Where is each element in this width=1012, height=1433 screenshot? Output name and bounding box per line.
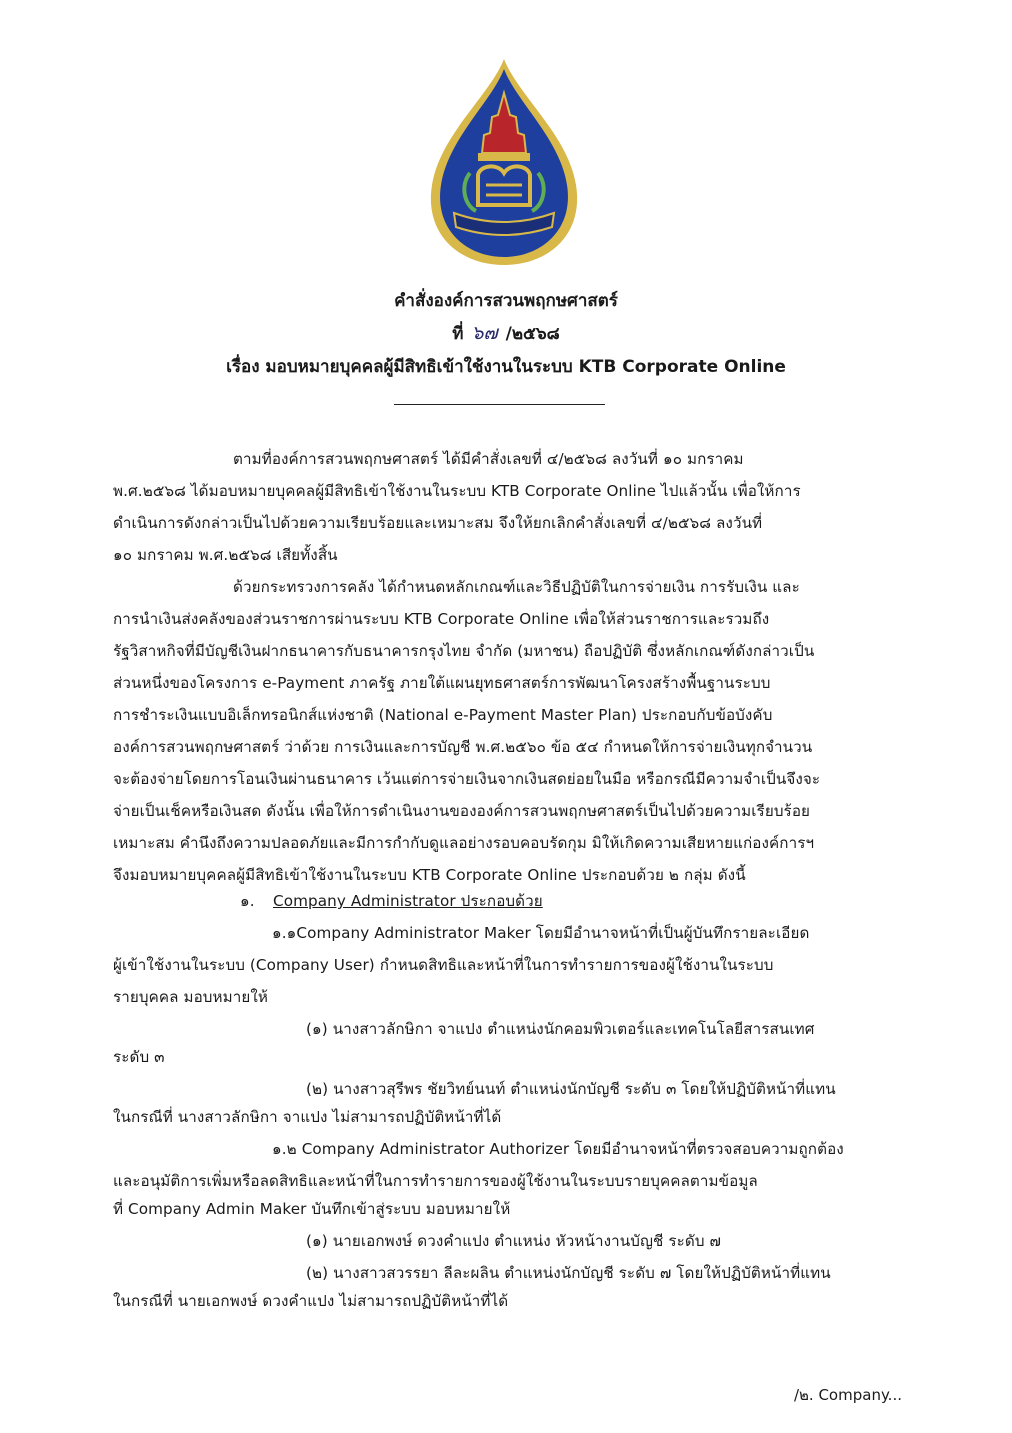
- order-title: คำสั่งองค์การสวนพฤกษศาสตร์: [394, 291, 618, 311]
- body-line: ส่วนหนึ่งของโครงการ e-Payment ภาครัฐ ภายใต้แผนยุทธศาสตร์การพัฒนาโครงสร้างพื้นฐานระบบ: [113, 674, 771, 692]
- body-line: พ.ศ.๒๕๖๘ ได้มอบหมายบุคคลผู้มีสิทธิเข้าใช้งานในระบบ KTB Corporate Online ไปแล้วนั้น เพื่อให้การ: [113, 482, 801, 500]
- body-line: ในกรณีที่ นายเอกพงษ์ ดวงคำแปง ไม่สามารถปฏิบัติหน้าที่ได้: [113, 1292, 509, 1310]
- organization-emblem-icon: [420, 55, 588, 270]
- body-line: ๑.๑Company Administrator Maker โดยมีอำนาจหน้าที่เป็นผู้บันทึกรายละเอียด: [272, 924, 810, 942]
- number-prefix: ที่: [452, 324, 464, 344]
- body-line: การนำเงินส่งคลังของส่วนราชการผ่านระบบ KTB Corporate Online เพื่อให้ส่วนราชการและรวมถึง: [113, 610, 770, 628]
- body-line: (๒) นางสาวสวรรยา ลีละผลิน ตำแหน่งนักบัญชี ระดับ ๗ โดยให้ปฏิบัติหน้าที่แทน: [306, 1264, 831, 1282]
- section-number: ๑.: [240, 892, 255, 910]
- body-line: การชำระเงินแบบอิเล็กทรอนิกส์แห่งชาติ (National e-Payment Master Plan) ประกอบกับข้อบังคับ: [113, 706, 773, 724]
- body-line: และอนุมัติการเพิ่มหรือลดสิทธิและหน้าที่ในการทำรายการของผู้ใช้งานในระบบรายบุคคลตามข้อมูล: [113, 1172, 758, 1190]
- order-number: [0, 318, 1012, 348]
- body-line: รัฐวิสาหกิจที่มีบัญชีเงินฝากธนาคารกับธนาคารกรุงไทย จำกัด (มหาชน) ถือปฏิบัติ ซึ่งหลักเกณฑ์ดังกล่าวเป็น: [113, 642, 815, 660]
- body-line: ในกรณีที่ นางสาวลักษิกา จาแปง ไม่สามารถปฏิบัติหน้าที่ได้: [113, 1108, 502, 1126]
- body-line: (๑) นางสาวลักษิกา จาแปง ตำแหน่งนักคอมพิวเตอร์และเทคโนโลยีสารสนเทศ: [306, 1020, 815, 1038]
- body-line: (๒) นางสาวสุรีพร ชัยวิทย์นนท์ ตำแหน่งนักบัญชี ระดับ ๓ โดยให้ปฏิบัติหน้าที่แทน: [306, 1080, 836, 1098]
- body-line: ระดับ ๓: [113, 1048, 165, 1066]
- body-line: รายบุคคล มอบหมายให้: [113, 988, 269, 1006]
- handwritten-number: ๖๗: [471, 322, 498, 344]
- header-divider: [394, 404, 605, 405]
- body-line: ตามที่องค์การสวนพฤกษศาสตร์ ได้มีคำสั่งเลขที่ ๔/๒๕๖๘ ลงวันที่ ๑๐ มกราคม: [233, 450, 744, 468]
- body-line: องค์การสวนพฤกษศาสตร์ ว่าด้วย การเงินและการบัญชี พ.ศ.๒๕๖๐ ข้อ ๕๔ กำหนดให้การจ่ายเงินทุกจำนวน: [113, 738, 813, 756]
- body-line: ๑.๒ Company Administrator Authorizer โดยมีอำนาจหน้าที่ตรวจสอบความถูกต้อง: [272, 1140, 844, 1158]
- section-heading: Company Administrator ประกอบด้วย: [273, 892, 543, 910]
- order-subject: เรื่อง มอบหมายบุคคลผู้มีสิทธิเข้าใช้งานในระบบ KTB Corporate Online: [226, 357, 786, 377]
- body-line: ดำเนินการดังกล่าวเป็นไปด้วยความเรียบร้อยและเหมาะสม จึงให้ยกเลิกคำสั่งเลขที่ ๔/๒๕๖๘ ลงวันที่: [113, 514, 763, 532]
- body-line: ๑๐ มกราคม พ.ศ.๒๕๖๘ เสียทั้งสิ้น: [113, 546, 338, 564]
- body-line: ที่ Company Admin Maker บันทึกเข้าสู่ระบบ มอบหมายให้: [113, 1200, 511, 1218]
- body-line: จ่ายเป็นเช็คหรือเงินสด ดังนั้น เพื่อให้การดำเนินงานขององค์การสวนพฤกษศาสตร์เป็นไปด้วยความเรียบร้อย: [113, 802, 811, 820]
- body-line: จะต้องจ่ายโดยการโอนเงินผ่านธนาคาร เว้นแต่การจ่ายเงินจากเงินสดย่อยในมือ หรือกรณีมีความจำเป็นจึงจะ: [113, 770, 821, 788]
- number-suffix: /๒๕๖๘: [505, 324, 560, 344]
- body-line: (๑) นายเอกพงษ์ ดวงคำแปง ตำแหน่ง หัวหน้างานบัญชี ระดับ ๗: [306, 1232, 722, 1250]
- body-line: ผู้เข้าใช้งานในระบบ (Company User) กำหนดสิทธิและหน้าที่ในการทำรายการของผู้ใช้งานในระบบ: [113, 956, 774, 974]
- body-line: ด้วยกระทรวงการคลัง ได้กำหนดหลักเกณฑ์และวิธีปฏิบัติในการจ่ายเงิน การรับเงิน และ: [233, 578, 800, 596]
- body-line: เหมาะสม คำนึงถึงความปลอดภัยและมีการกำกับดูแลอย่างรอบคอบรัดกุม มิให้เกิดความเสียหายแก่องค์การฯ: [113, 834, 815, 852]
- continuation-marker: /๒. Company...: [793, 1386, 902, 1404]
- body-line: จึงมอบหมายบุคคลผู้มีสิทธิเข้าใช้งานในระบบ KTB Corporate Online ประกอบด้วย ๒ กลุ่ม ดังนี้: [113, 866, 746, 884]
